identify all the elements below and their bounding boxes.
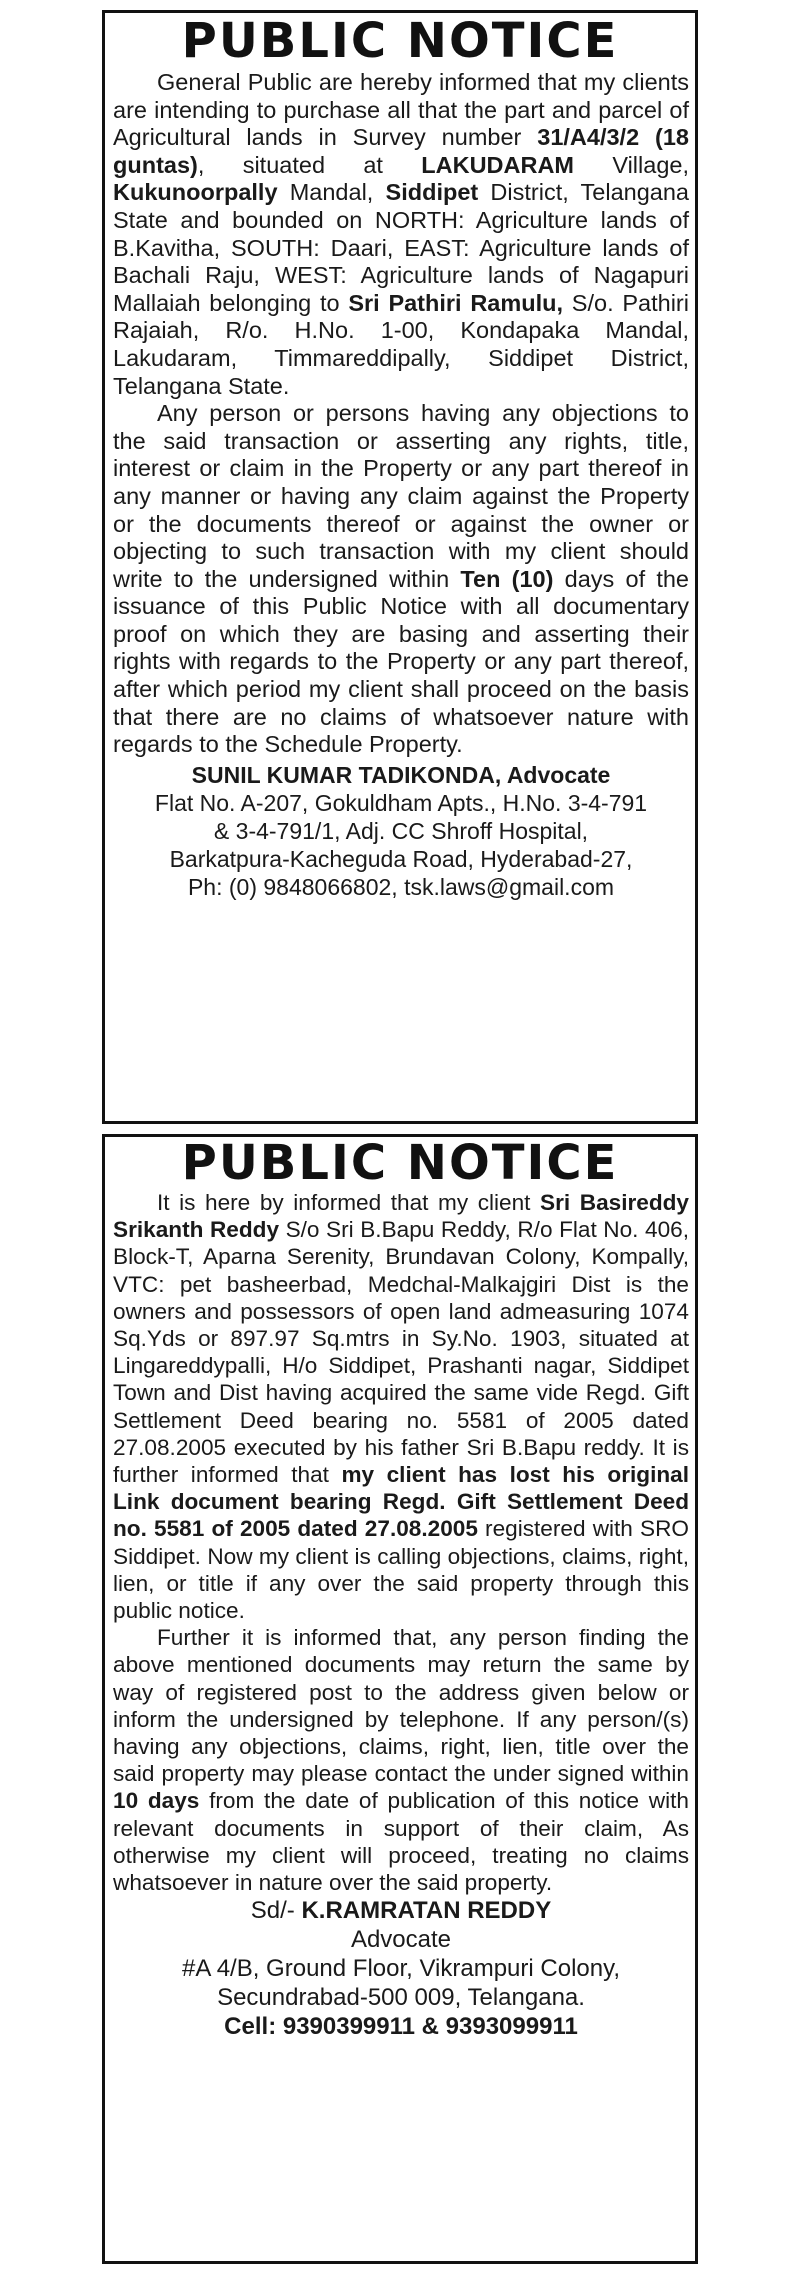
objection-period: 10 days	[113, 1788, 200, 1814]
public-notice-1	[102, 10, 698, 1124]
text-segment: S/o Sri B.Bapu Reddy, R/o Flat No. 406, Block-T, Aparna Serenity, Brundavan Colony, Kompally, VTC: pet basheerbad, Medchal-Malkajgiri Dist is the owners and possessors of open land admeasuring 1074 Sq.Yds or 897.97 Sq.mtrs in Sy.No. 1903, situated at Lingareddypalli, H/o Siddipet, Prashanti nagar, Siddipet Town and Dist having acquired the same vide Regd. Gift Settlement Deed bearing no. 5581 of 2005 dated 27.08.2005 executed by his father Sri B.Bapu reddy. It is further informed that	[113, 1217, 689, 1488]
notice-2-body	[105, 1189, 695, 2041]
village-name: LAKUDARAM	[421, 151, 575, 178]
cell-numbers: Cell: 9390399911 & 9393099911	[224, 2013, 578, 2041]
client-name: Sri Basireddy Srikanth Reddy	[113, 1190, 689, 1243]
public-notice-2	[102, 1134, 698, 2264]
notice-2-title: PUBLIC NOTICE	[181, 1135, 619, 1191]
address-line-2: Secundrabad-500 009, Telangana.	[217, 1984, 585, 2012]
address-line-1: Flat No. A-207, Gokuldham Apts., H.No. 3-4-791	[154, 789, 648, 816]
objection-period: Ten (10)	[460, 565, 554, 592]
survey-number: 31/A4/3/2 (18 guntas)	[113, 124, 690, 178]
owner-name: Sri Pathiri Ramulu,	[348, 289, 564, 316]
signature-line	[113, 1896, 689, 1925]
contact-line: Ph: (0) 9848066802, tsk.laws@gmail.com	[187, 873, 615, 900]
advocate-role: Advocate	[350, 1926, 452, 1954]
notice-1-signature	[113, 759, 689, 901]
text-segment: registered with SRO Siddipet. Now my client is calling objections, claims, right, lien, or title if any over the said property through this public notice.	[113, 1516, 689, 1624]
notice-1-paragraph-2	[113, 400, 689, 759]
address-line-3: Barkatpura-Kacheguda Road, Hyderabad-27,	[169, 845, 633, 872]
text-segment: days of the issuance of this Public Notice with all documentary proof on which they are basing and asserting their rights with regards to the Property or any part thereof, after which period my client shall proceed on the basis that there are no claims of whatsoever nature with regards to the Schedule Property.	[113, 565, 690, 758]
notice-2-paragraph-2	[113, 1624, 689, 1896]
advocate-name: K.RAMRATAN REDDY	[301, 1897, 552, 1925]
notice-2-paragraph-1	[113, 1189, 689, 1624]
text-segment: District, Telangana State and bounded on NORTH: Agriculture lands of B.Kavitha, SOUTH: Daari, EAST: Agriculture lands of Bachali Raju, WEST: Agriculture lands of Nagapuri Mallaiah belonging to	[113, 179, 689, 316]
notice-1-paragraph-1	[113, 69, 689, 400]
text-segment: General Public are hereby informed that my clients are intending to purchase all that the part and parcel of Agricultural lands in Survey number	[113, 69, 689, 151]
address-line-2: & 3-4-791/1, Adj. CC Shroff Hospital,	[213, 817, 589, 844]
notice-1-title: PUBLIC NOTICE	[181, 13, 619, 69]
advocate-name: SUNIL KUMAR TADIKONDA, Advocate	[191, 761, 611, 788]
text-segment: Village,	[574, 151, 689, 178]
mandal-name: Kukunoorpally	[113, 179, 278, 206]
text-segment: Any person or persons having any objections to the said transaction or asserting any rights, title, interest or claim in the Property or any part thereof in any manner or having any claim against the Property or the documents thereof or against the owner or objecting to such transaction with my client should write to the undersigned within	[113, 400, 689, 592]
text-segment: S/o. Pathiri Rajaiah, R/o. H.No. 1-00, Kondapaka Mandal, Lakudaram, Timmareddipally, Siddipet District, Telangana State.	[113, 289, 689, 399]
text-segment: Mandal,	[277, 179, 386, 206]
lost-document-statement: my client has lost his original Link document bearing Regd. Gift Settlement Deed no. 5581 of 2005 dated 27.08.2005	[113, 1462, 689, 1542]
text-segment: Further it is informed that, any person finding the above mentioned documents may return the same by way of registered post to the address given below or inform the undersigned by telephone. If any person/(s) having any objections, claims, right, lien, title over the said property may please contact the under signed within	[113, 1625, 689, 1787]
district-name: Siddipet	[385, 179, 479, 206]
text-segment: from the date of publication of this notice with relevant documents in support of their claim, As otherwise my client will proceed, treating no claims whatsoever in nature over the said property.	[113, 1788, 689, 1896]
signature-prefix: Sd/-	[250, 1897, 302, 1925]
address-line-1: #A 4/B, Ground Floor, Vikrampuri Colony,	[182, 1955, 620, 1983]
text-segment: It is here by informed that my client	[157, 1190, 541, 1215]
text-segment: , situated at	[197, 151, 422, 178]
notice-2-signature	[113, 1896, 689, 2041]
notice-1-body	[105, 69, 695, 901]
